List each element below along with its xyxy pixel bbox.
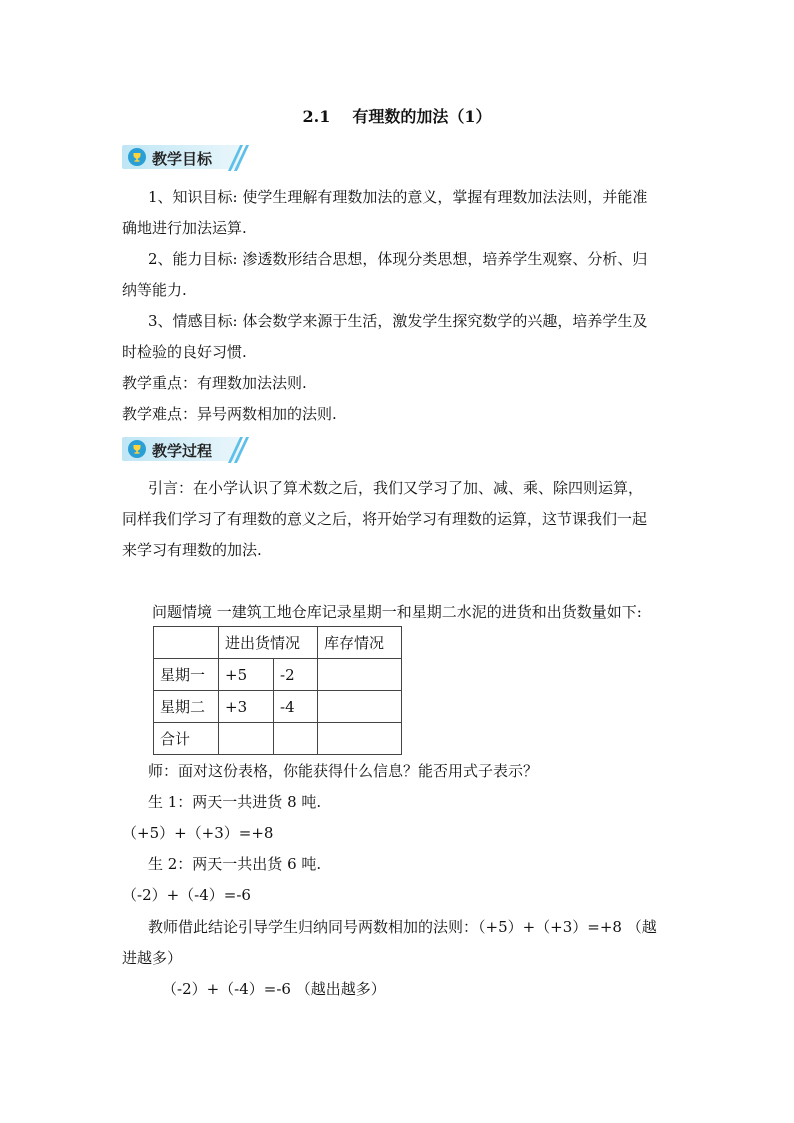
goal-3-line-2: 时检验的良好习惯. (122, 343, 247, 361)
difficult-point: 教学难点：异号两数相加的法则. (122, 405, 337, 423)
page-title (0, 104, 794, 127)
table-cell: +5 (219, 659, 274, 691)
guide-line-2: 进越多） (122, 949, 183, 967)
intro-line-1: 引言：在小学认识了算术数之后，我们又学习了加、减、乘、除四则运算， (148, 479, 644, 497)
table-cell: 星期一 (154, 659, 219, 691)
stock-table (153, 626, 402, 755)
section-header-goals (122, 145, 246, 171)
table-cell (318, 723, 402, 755)
guide-line-1: 教师借此结论引导学生归纳同号两数相加的法则：（+5）+（+3）=+8 （越 (148, 918, 657, 936)
intro-line-3: 来学习有理数的加法. (122, 541, 262, 559)
table-cell: 星期二 (154, 691, 219, 723)
section-label-goals: 教学目标 (152, 150, 213, 168)
table-cell (219, 723, 274, 755)
goal-3-line-1: 3、情感目标: 体会数学来源于生活，激发学生探究数学的兴趣，培养学生及 (148, 312, 648, 330)
section-header-process (122, 437, 246, 463)
table-cell: -2 (274, 659, 318, 691)
formula-1: （+5）+（+3）=+8 (122, 824, 274, 842)
table-header-cell: 进出货情况 (219, 627, 318, 659)
table-cell (318, 659, 402, 691)
table-cell: -4 (274, 691, 318, 723)
section-label-process: 教学过程 (152, 442, 213, 460)
goal-1-line-1: 1、知识目标: 使学生理解有理数加法的意义，掌握有理数加法法则，并能准 (148, 188, 648, 206)
trophy-icon (128, 440, 146, 458)
table-header-row (154, 627, 402, 659)
goal-2-line-2: 纳等能力. (122, 281, 187, 299)
goal-2-line-1: 2、能力目标: 渗透数形结合思想，体现分类思想，培养学生观察、分析、归 (148, 250, 648, 268)
trophy-icon (128, 148, 146, 166)
table-cell: +3 (219, 691, 274, 723)
table-row (154, 723, 402, 755)
student-2-answer: 生 2：两天一共出货 6 吨. (148, 855, 322, 873)
teacher-question: 师：面对这份表格，你能获得什么信息？能否用式子表示？ (148, 762, 539, 780)
table-cell: 合计 (154, 723, 219, 755)
key-point: 教学重点：有理数加法法则. (122, 374, 307, 392)
student-1-answer: 生 1：两天一共进货 8 吨. (148, 793, 322, 811)
table-row (154, 691, 402, 723)
problem-statement: 问题情境 一建筑工地仓库记录星期一和星期二水泥的进货和出货数量如下: (152, 603, 642, 621)
table-header-cell: 库存情况 (318, 627, 402, 659)
intro-line-2: 同样我们学习了有理数的意义之后，将开始学习有理数的运算，这节课我们一起 (122, 510, 648, 528)
table-row (154, 659, 402, 691)
goal-1-line-2: 确地进行加法运算. (122, 219, 247, 237)
section-number: 2.1 (302, 107, 331, 126)
table-cell (318, 691, 402, 723)
table-cell (274, 723, 318, 755)
formula-3: （-2）+（-4）=-6 （越出越多） (162, 980, 386, 998)
title-text: 有理数的加法（1） (352, 107, 492, 126)
formula-2: （-2）+（-4）=-6 (122, 886, 251, 904)
table-header-cell (154, 627, 219, 659)
